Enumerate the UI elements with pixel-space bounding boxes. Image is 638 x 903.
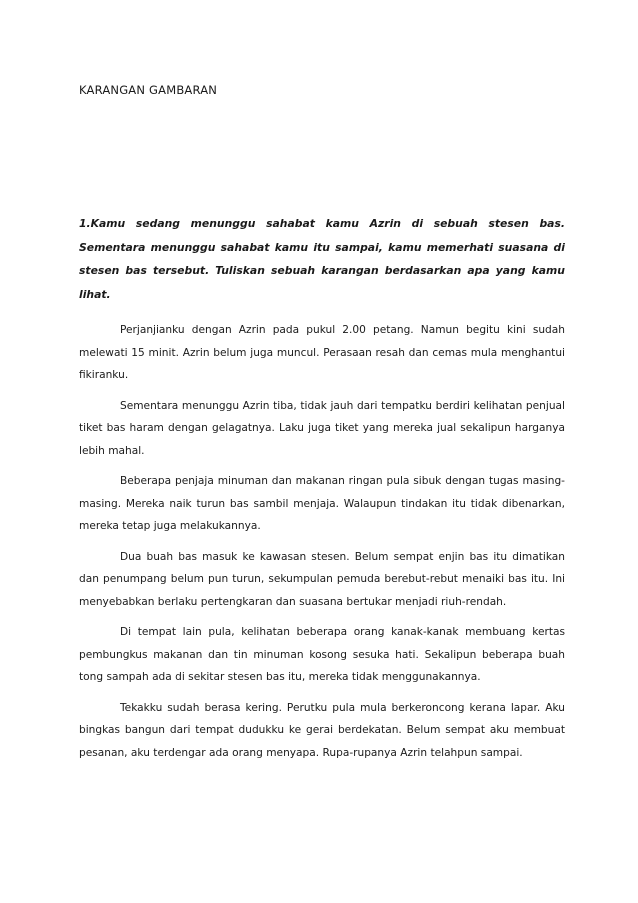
essay-paragraph: Perjanjianku dengan Azrin pada pukul 2.00 petang. Namun begitu kini sudah melewati 15 minit. Azrin belum juga muncul. Perasaan resah dan cemas mula menghantui fikiranku. [79,324,565,381]
essay-paragraph: Tekakku sudah berasa kering. Perutku pula mula berkeroncong kerana lapar. Aku bingkas bangun dari tempat dudukku ke gerai berdekatan. Belum sempat aku membuat pesanan, aku terdengar ada orang menyapa. Rupa-rupanya Azrin telahpun sampai. [79,701,565,759]
essay-paragraph: Di tempat lain pula, kelihatan beberapa orang kanak-kanak membuang kertas pembungkus makanan dan tin minuman kosong sesuka hati. Sekalipun beberapa buah tong sampah ada di sekitar stesen bas itu, mereka tidak menggunakannya. [79,626,565,683]
essay-paragraph: Dua buah bas masuk ke kawasan stesen. Belum sempat enjin bas itu dimatikan dan penumpang belum pun turun, sekumpulan pemuda berebut-rebut menaiki bas itu. Ini menyebabkan berlaku pertengkaran dan suasana bertukar menjadi riuh-rendah. [79,550,565,608]
essay-paragraph: Sementara menunggu Azrin tiba, tidak jauh dari tempatku berdiri kelihatan penjual tiket bas haram dengan gelagatnya. Laku juga tiket yang mereka jual sekalipun harganya lebih mahal. [79,399,565,457]
essay-paragraph: Beberapa penjaja minuman dan makanan ringan pula sibuk dengan tugas masing-masing. Mereka naik turun bas sambil menjaja. Walaupun tindakan itu tidak dibenarkan, mereka tetap juga melakukannya. [79,475,565,532]
essay-question: 1.Kamu sedang menunggu sahabat kamu Azrin di sebuah stesen bas. Sementara menunggu sahabat kamu itu sampai, kamu memerhati suasana di stesen bas tersebut. Tuliskan sebuah karangan berdasarkan apa yang kamu lihat. [79,217,565,301]
essay-body [79,319,565,772]
document-heading: KARANGAN GAMBARAN [79,83,218,97]
